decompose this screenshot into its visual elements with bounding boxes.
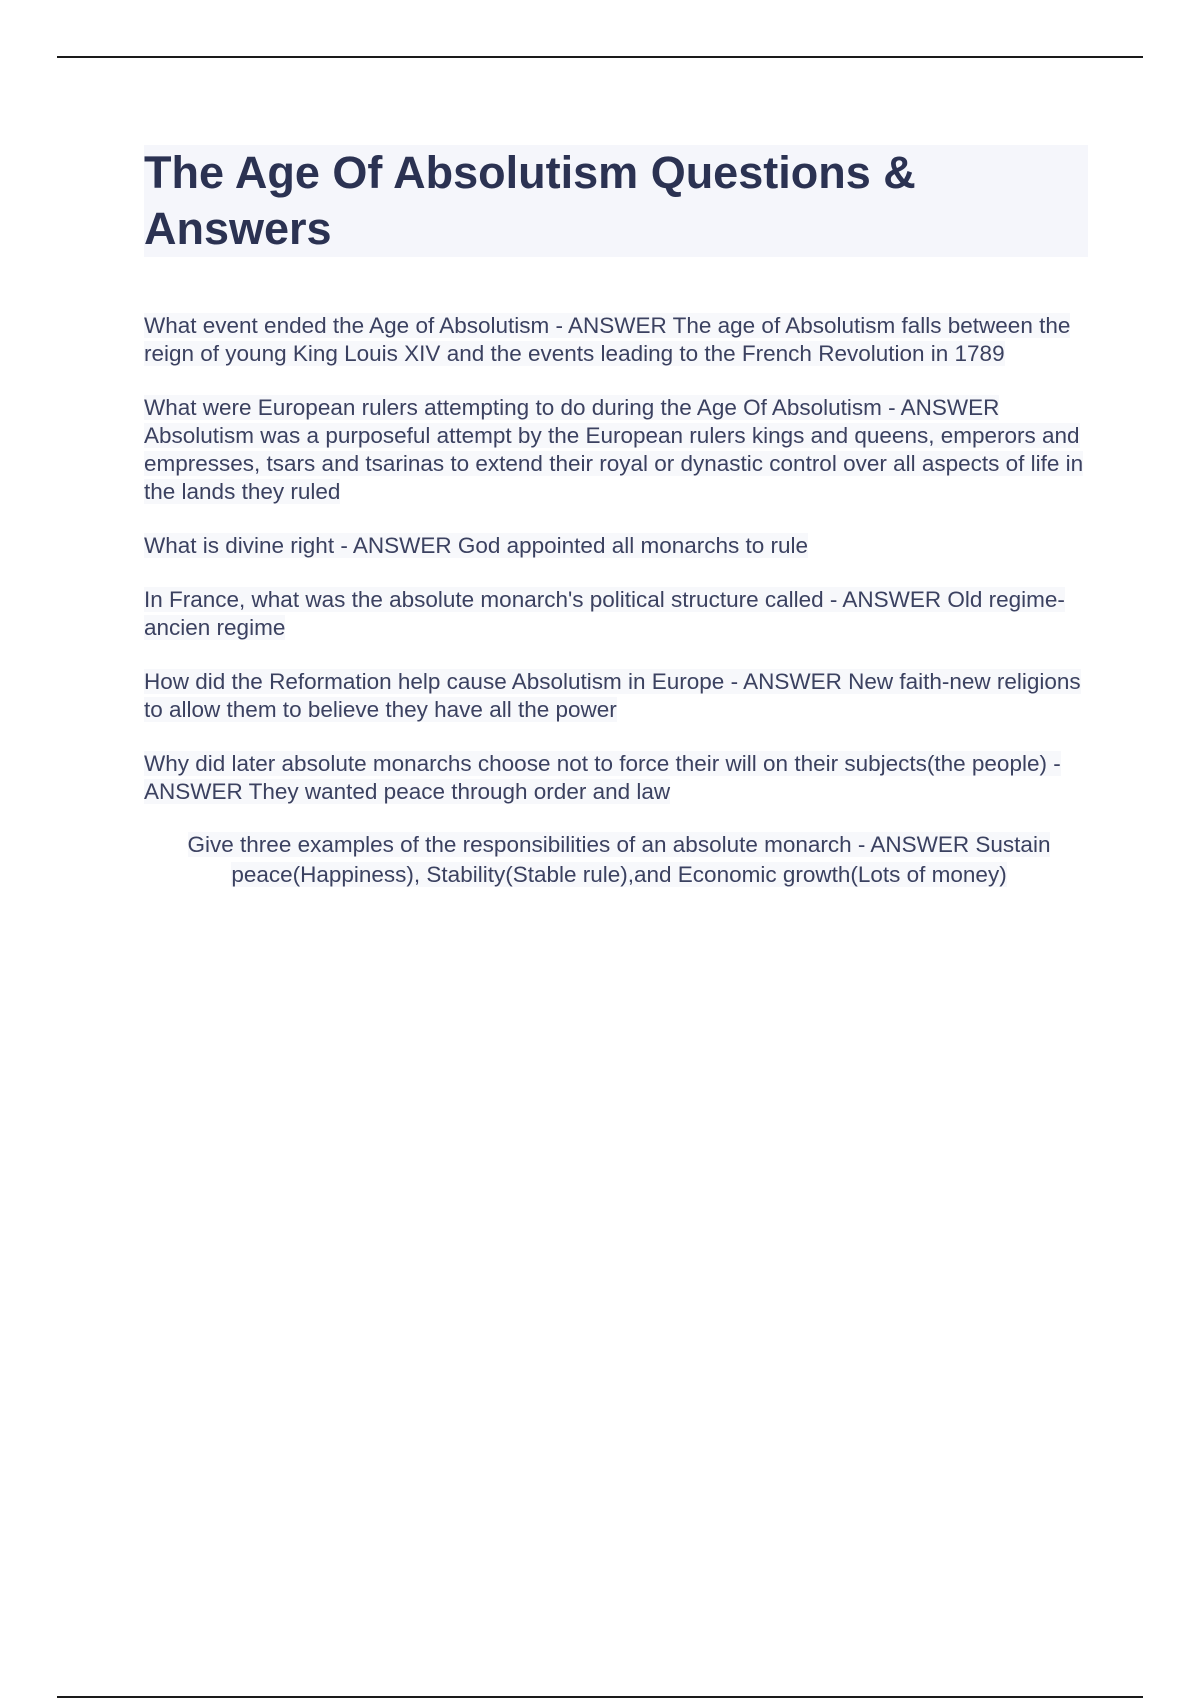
qa-item: How did the Reformation help cause Absolutism in Europe - ANSWER New faith-new religions to allow them to believe they have all the power xyxy=(144,669,1081,722)
qa-item: Give three examples of the responsibilities of an absolute monarch - ANSWER Sustain peace(Happiness), Stability(Stable rule),and Economic growth(Lots of money) xyxy=(187,832,1051,887)
top-rule xyxy=(57,56,1143,58)
qa-item: What were European rulers attempting to do during the Age Of Absolutism - ANSWER Absolutism was a purposeful attempt by the European rulers kings and queens, emperors and empresses, tsars and tsarinas to extend their royal or dynastic control over all aspects of life in the lands they ruled xyxy=(144,395,1084,504)
bottom-rule xyxy=(57,1696,1143,1698)
qa-item: In France, what was the absolute monarch's political structure called - ANSWER Old regime-ancien regime xyxy=(144,587,1065,640)
qa-list xyxy=(144,312,1094,916)
qa-item: What is divine right - ANSWER God appointed all monarchs to rule xyxy=(144,533,809,558)
qa-item: What event ended the Age of Absolutism - ANSWER The age of Absolutism falls between the reign of young King Louis XIV and the events leading to the French Revolution in 1789 xyxy=(144,313,1071,366)
document-title: The Age Of Absolutism Questions & Answers xyxy=(144,147,916,254)
qa-item: Why did later absolute monarchs choose not to force their will on their subjects(the people) - ANSWER They wanted peace through order and law xyxy=(144,751,1061,804)
title-box xyxy=(144,145,1088,257)
